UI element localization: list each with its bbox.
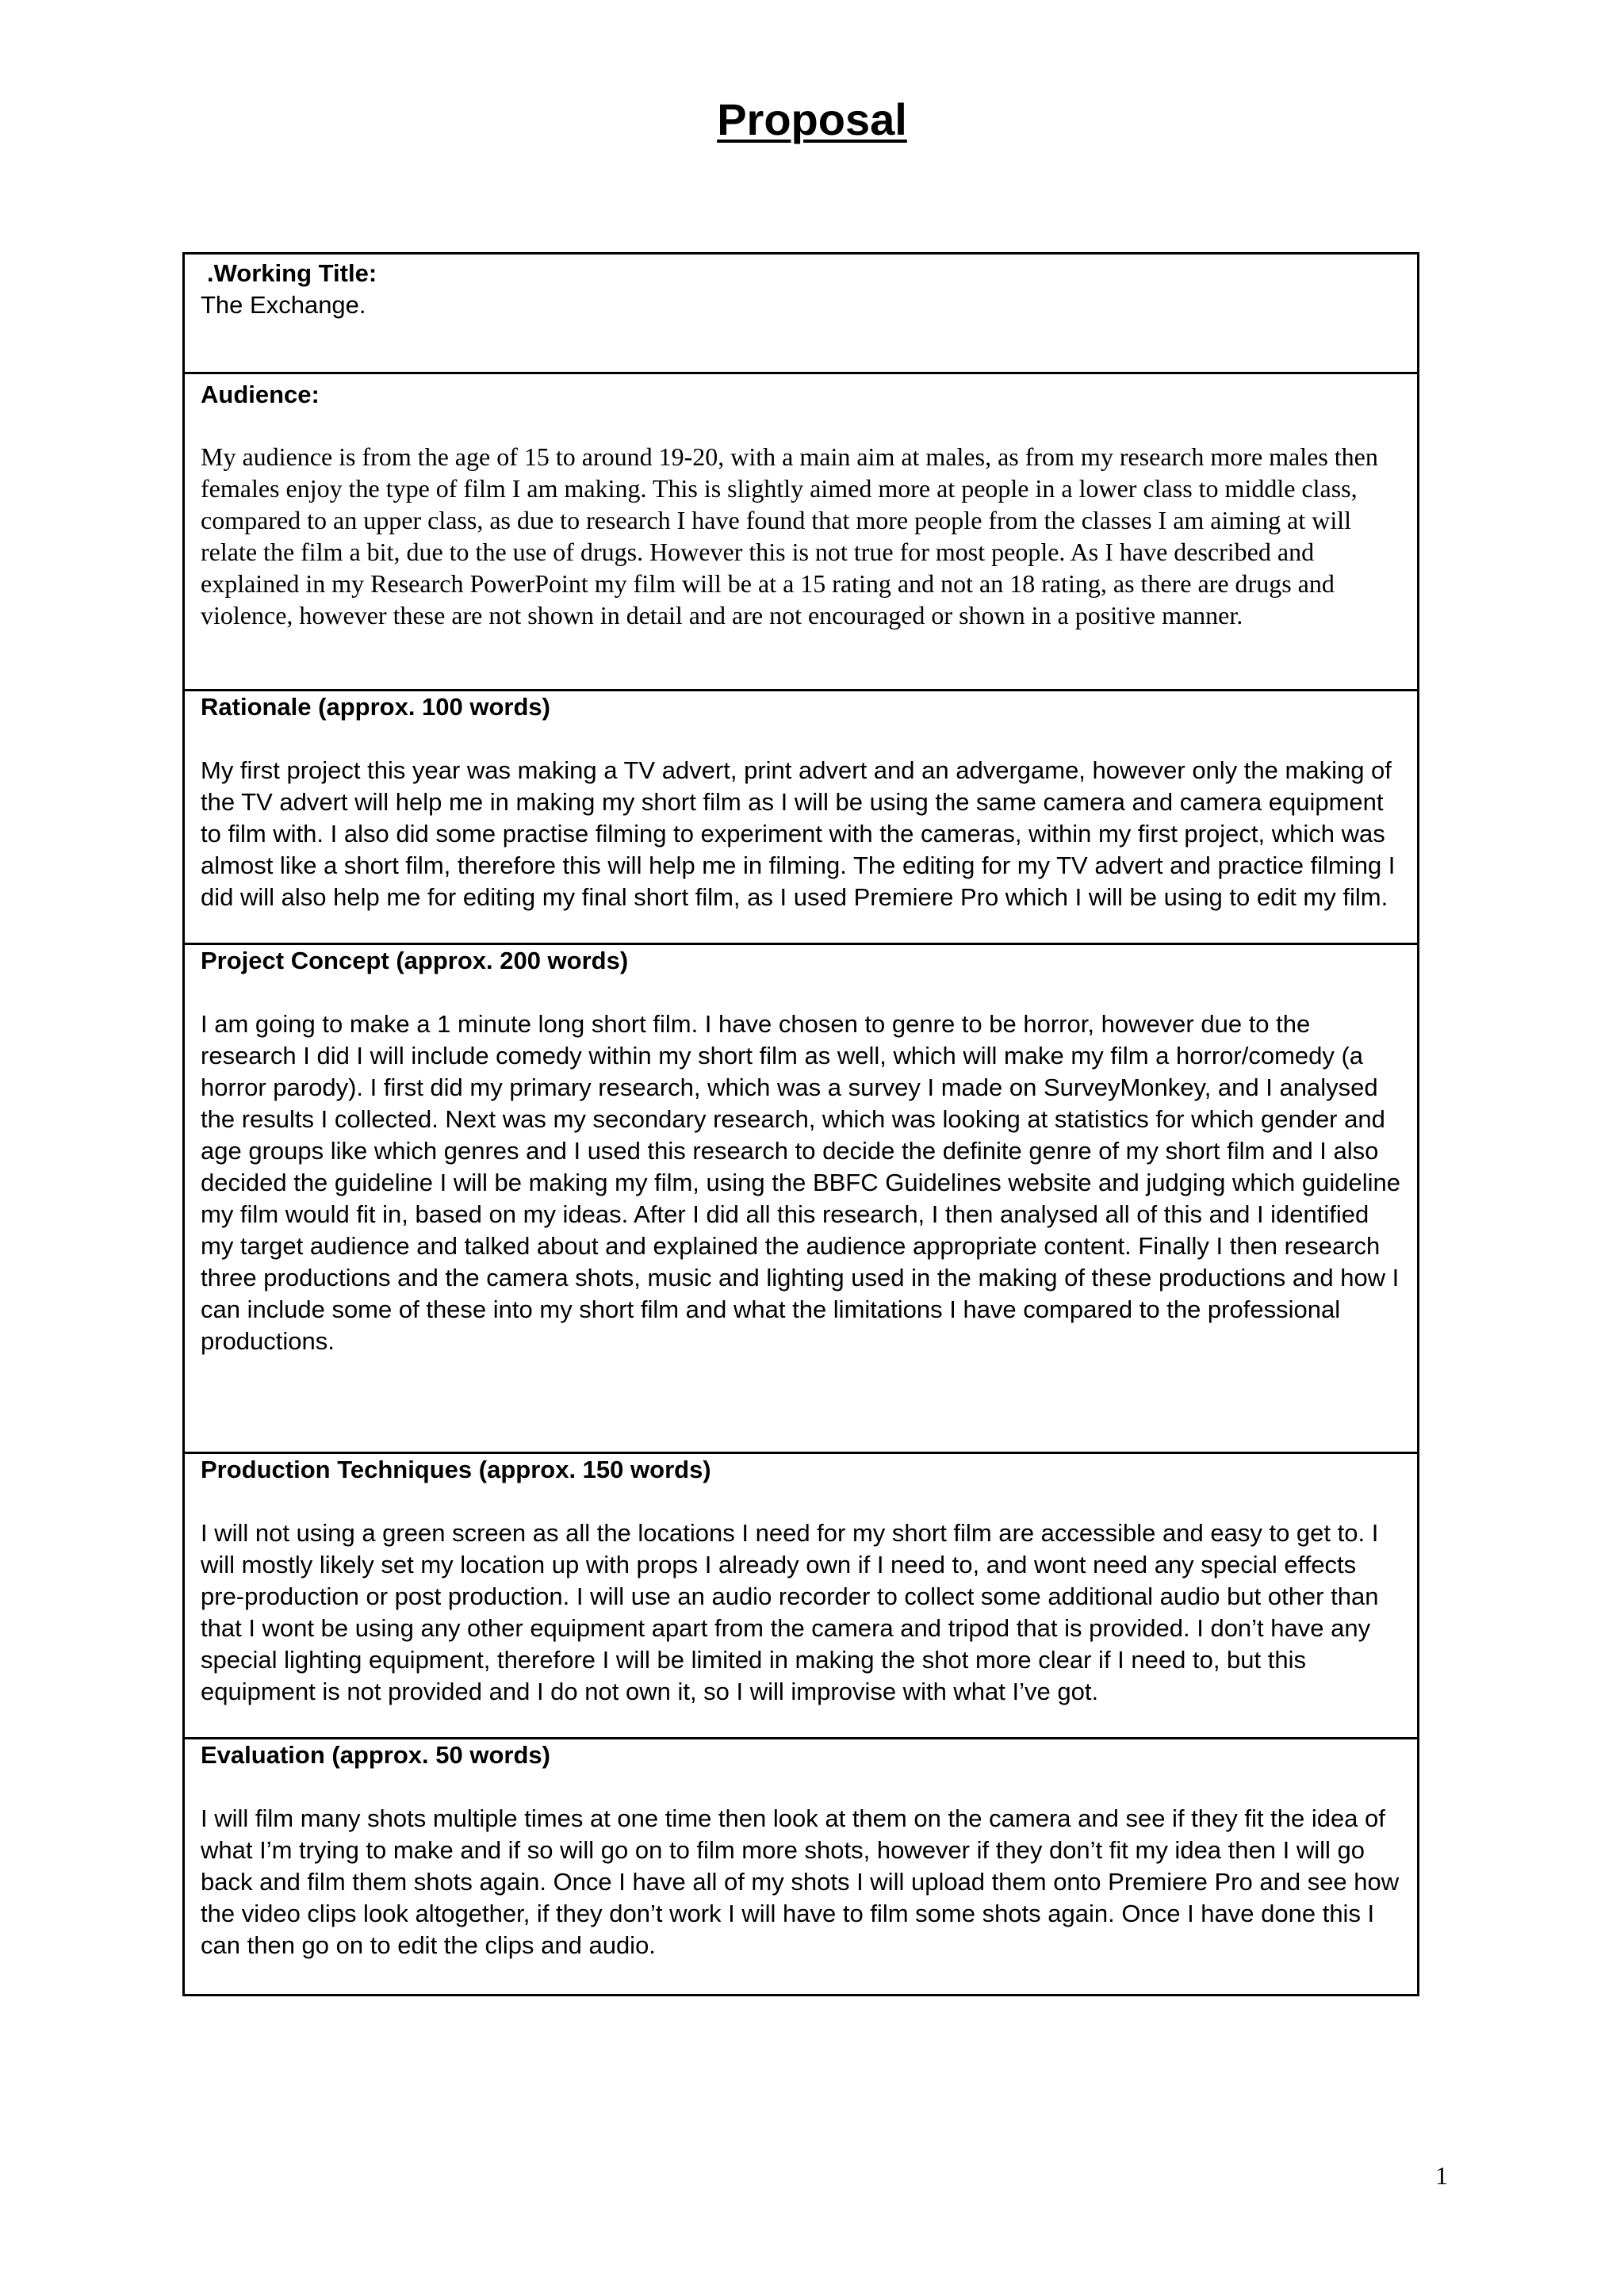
production-techniques-heading: Production Techniques (approx. 150 words) <box>201 1456 711 1483</box>
project-concept-heading: Project Concept (approx. 200 words) <box>201 947 629 974</box>
project-concept-text: I am going to make a 1 minute long short film. I have chosen to genre to be horror, however due to the research I did I will include comedy within my short film as well, which will make my film a horror/comedy (a horror parody). I first did my primary research, which was a survey I made on SurveyMonkey, and I analysed the results I collected. Next was my secondary research, which was looking at statistics for which gender and age groups like which genres and I used this research to decide the definite genre of my short film and I also decided the guideline I will be making my film, using the BBFC Guidelines website and judging which guideline my film would fit in, based on my ideas. After I did all this research, I then analysed all of this and I identified my target audience and talked about and explained the audience appropriate content. Finally I then research three productions and the camera shots, music and lighting used in the making of these productions and how I can include some of these into my short film and what the limitations I have compared to the professional productions. <box>201 1010 1400 1355</box>
audience-text: My audience is from the age of 15 to around 19-20, with a main aim at males, as from my research more males then females enjoy the type of film I am making. This is slightly aimed more at people in a lower class to middle class, compared to an upper class, as due to research I have found that more people from the classes I am aiming at will relate the film a bit, due to the use of drugs. However this is not true for most people. As I have described and explained in my Research PowerPoint my film will be at a 15 rating and not an 18 rating, as there are drugs and violence, however these are not shown in detail and are not encouraged or shown in a positive manner. <box>201 442 1378 629</box>
page-title: Proposal <box>717 94 907 144</box>
rationale-section <box>185 689 1417 943</box>
production-techniques-text: I will not using a green screen as all the locations I need for my short film are accessible and easy to get to. I will mostly likely set my location up with props I already own if I need to, and wont need any special effects pre-production or post production. I will use an audio recorder to collect some additional audio but other than that I wont be using any other equipment apart from the camera and tripod that is provided. I don’t have any special lighting equipment, therefore I will be limited in making the shot more clear if I need to, but this equipment is not provided and I do not own it, so I will improvise with what I’ve got. <box>201 1519 1379 1705</box>
audience-heading: Audience: <box>201 381 320 408</box>
evaluation-heading: Evaluation (approx. 50 words) <box>201 1741 550 1769</box>
production-techniques-section <box>185 1452 1417 1737</box>
audience-section <box>185 372 1417 689</box>
evaluation-section <box>185 1737 1417 1994</box>
proposal-form-table <box>182 252 1419 1996</box>
rationale-text: My first project this year was making a TV advert, print advert and an advergame, however only the making of the TV advert will help me in making my short film as I will be using the same camera and camera equipment to film with. I also did some practise filming to experiment with the cameras, within my first project, which was almost like a short film, therefore this will help me in filming. The editing for my TV advert and practice filming I did will also help me for editing my final short film, as I used Premiere Pro which I will be using to edit my film. <box>201 756 1396 911</box>
working-title-section <box>185 254 1417 372</box>
page-number: 1 <box>1435 2161 1448 2190</box>
working-title-heading: .Working Title: <box>207 259 377 287</box>
rationale-heading: Rationale (approx. 100 words) <box>201 693 550 721</box>
project-concept-section <box>185 943 1417 1452</box>
evaluation-text: I will film many shots multiple times at one time then look at them on the camera and see if they fit the idea of what I’m trying to make and if so will go on to film more shots, however if they don’t fit my idea then I will go back and film them shots again. Once I have all of my shots I will upload them onto Premiere Pro and see how the video clips look altogether, if they don’t work I will have to film some shots again. Once I have done this I can then go on to edit the clips and audio. <box>201 1804 1400 1959</box>
working-title-value: The Exchange. <box>201 291 366 319</box>
